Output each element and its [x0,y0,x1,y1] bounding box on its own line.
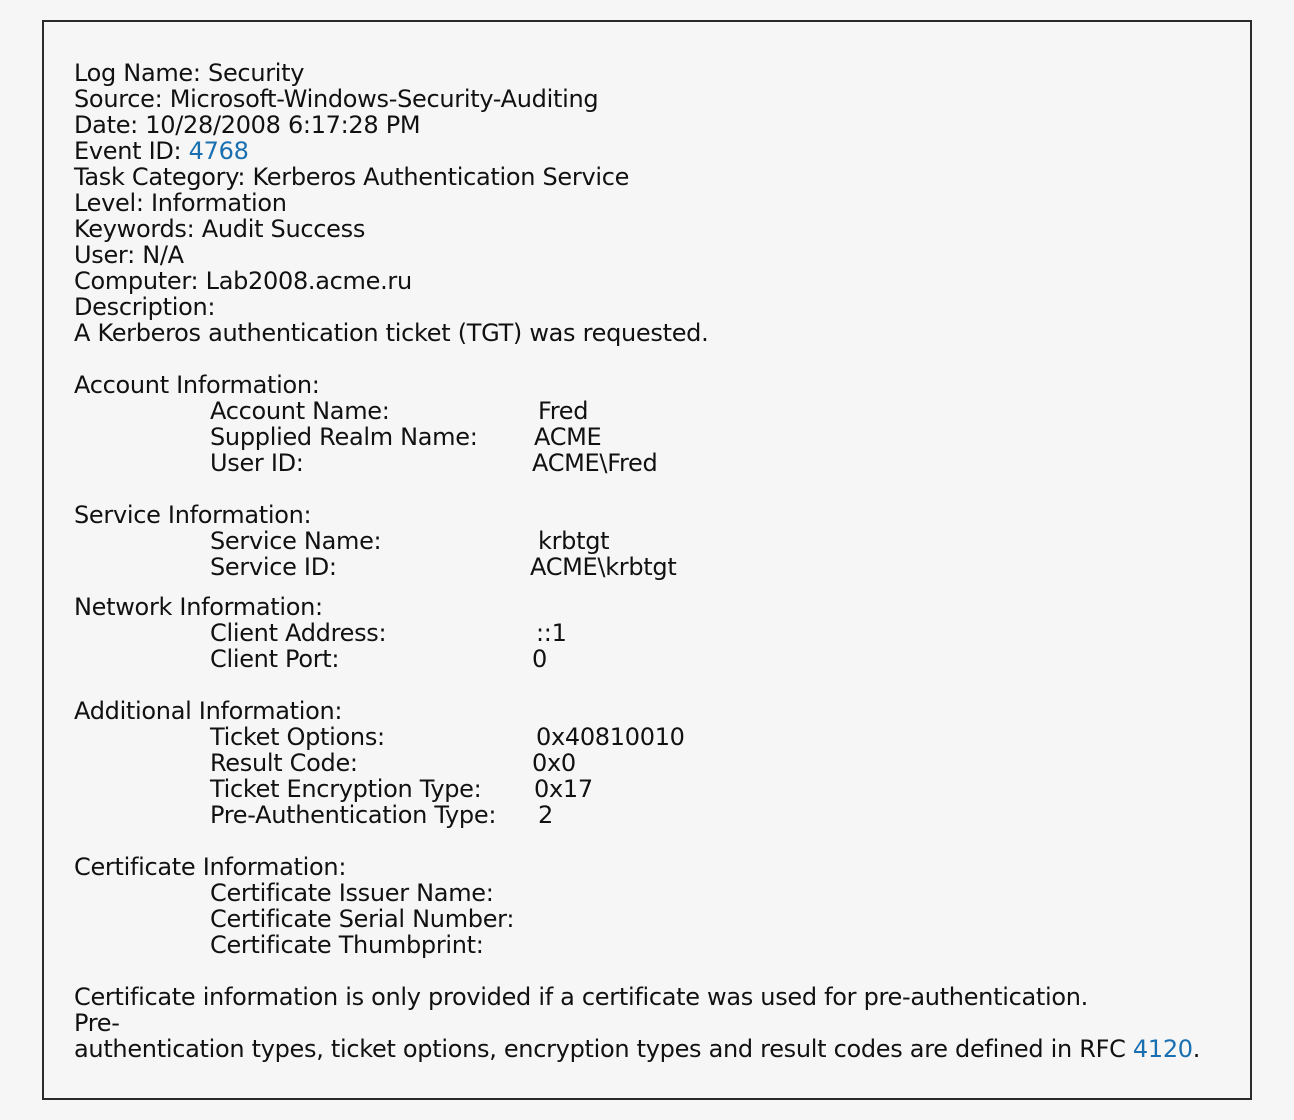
account-section-title: Account Information: [74,371,320,399]
field-value: ACME [534,423,602,451]
field-label: Supplied Realm Name: [210,423,478,451]
field-value: ::1 [536,619,567,647]
field-label: User ID: [210,449,304,477]
task-category-line: Task Category: Kerberos Authentication Service [74,163,630,191]
event-id-line: Event ID: 4768 [74,137,249,165]
field-label: Pre-Authentication Type: [210,801,497,829]
field-row [74,932,1234,958]
date-value: 10/28/2008 6:17:28 PM [145,111,421,139]
field-row [74,528,1234,554]
field-label: Service Name: [210,527,382,555]
field-value: 2 [538,801,553,829]
event-text [74,60,1234,1062]
description-label: Description: [74,293,216,321]
field-label: Ticket Options: [210,723,385,751]
footer-line-1: Certificate information is only provided if a certificate was used for pre-authentication. [74,983,1088,1011]
field-label: Certificate Thumbprint: [210,931,484,959]
log-name-value: Security [208,59,305,87]
field-row [74,802,1234,828]
field-row [74,620,1234,646]
task-category-value: Kerberos Authentication Service [252,163,630,191]
field-row [74,646,1234,672]
additional-section-title: Additional Information: [74,697,343,725]
event-id-link[interactable]: 4768 [188,137,249,165]
field-row [74,554,1234,580]
field-value: 0 [532,645,547,673]
field-label: Service ID: [210,553,337,581]
field-label: Result Code: [210,749,358,777]
user-value: N/A [142,241,184,269]
field-value: ACME\Fred [532,449,658,477]
event-details-box [42,20,1252,1100]
field-label: Client Address: [210,619,387,647]
level-value: Information [150,189,287,217]
field-value: 0x0 [532,749,576,777]
log-name-line: Log Name: Security [74,59,305,87]
field-row [74,724,1234,750]
field-row [74,750,1234,776]
rfc-link[interactable]: 4120 [1132,1035,1193,1063]
keywords-line: Keywords: Audit Success [74,215,366,243]
field-row [74,776,1234,802]
field-value: 0x17 [534,775,593,803]
field-label: Certificate Issuer Name: [210,879,494,907]
field-row [74,424,1234,450]
user-line: User: N/A [74,241,184,269]
field-value: krbtgt [538,527,610,555]
source-line: Source: Microsoft-Windows-Security-Auditing [74,85,599,113]
field-row [74,398,1234,424]
field-value: ACME\krbtgt [530,553,677,581]
date-line: Date: 10/28/2008 6:17:28 PM [74,111,421,139]
field-row [74,450,1234,476]
service-section-title: Service Information: [74,501,312,529]
source-value: Microsoft-Windows-Security-Auditing [169,85,599,113]
footer-line-2: Pre- [74,1009,120,1037]
computer-line: Computer: Lab2008.acme.ru [74,267,412,295]
field-row [74,906,1234,932]
field-label: Client Port: [210,645,340,673]
keywords-value: Audit Success [201,215,366,243]
network-section-title: Network Information: [74,593,323,621]
field-label: Certificate Serial Number: [210,905,515,933]
footer-line-3: authentication types, ticket options, encryption types and result codes are defined in RFC 4120. [74,1035,1201,1063]
field-value: Fred [538,397,589,425]
description-text: A Kerberos authentication ticket (TGT) was requested. [74,319,709,347]
certificate-section-title: Certificate Information: [74,853,347,881]
field-row [74,880,1234,906]
field-label: Ticket Encryption Type: [210,775,482,803]
computer-value: Lab2008.acme.ru [205,267,412,295]
field-label: Account Name: [210,397,390,425]
field-value: 0x40810010 [536,723,685,751]
level-line: Level: Information [74,189,287,217]
